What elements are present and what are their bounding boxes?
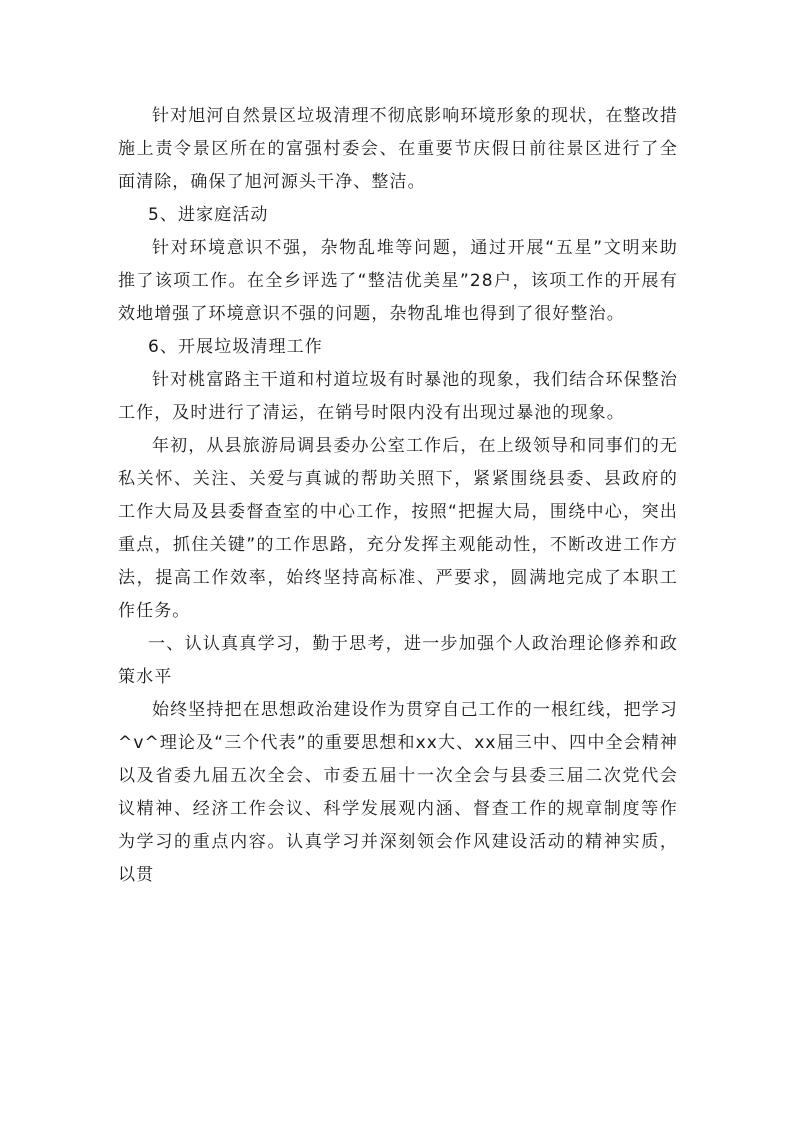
section-heading-garbage-cleanup: 6、开展垃圾清理工作 [148,337,323,357]
section-heading-study: 一、认认真真学习，勤于思考，进一步加强个人政治理论修养和政策水平 [118,634,678,687]
paragraph-five-star-campaign: 针对环境意识不强，杂物乱堆等问题，通过开展“五星”文明来助推了该项工作。在全乡评选了“整洁优美星”28户，该项工作的开展有效地增强了环境意识不强的问题，杂物乱堆也得到了很好整治。 [118,238,678,324]
paragraph-road-garbage: 针对桃富路主干道和村道垃圾有时暴池的现象，我们结合环保整治工作，及时进行了清运，在销号时限内没有出现过暴池的现象。 [118,370,678,423]
paragraph-political-study: 始终坚持把在思想政治建设作为贯穿自己工作的一根红线，把学习^v^理论及“三个代表”的重要思想和xx大、xx届三中、四中全会精神以及省委九届五次全会、市委五届十一次全会与县委三届二次党代会议精神、经济工作会议、科学发展观内涵、督查工作的规章制度等作为学习的重点内容。认真学习并深刻领会作风建设活动的精神实质，以贯 [118,700,678,885]
paragraph-scenic-area-cleanup: 针对旭河自然景区垃圾清理不彻底影响环境形象的现状，在整改措施上责令景区所在的富强村委会、在重要节庆假日前往景区进行了全面清除，确保了旭河源头干净、整洁。 [118,106,678,192]
paragraph-year-summary: 年初，从县旅游局调县委办公室工作后，在上级领导和同事们的无私关怀、关注、关爱与真诚的帮助关照下，紧紧围绕县委、县政府的工作大局及县委督查室的中心工作，按照“把握大局，围绕中心，突出重点，抓住关键”的工作思路，充分发挥主观能动性，不断改进工作方法，提高工作效率，始终坚持高标准、严要求，圆满地完成了本职工作任务。 [118,436,678,621]
document-body [118,100,678,892]
section-heading-household-activity: 5、进家庭活动 [148,205,269,225]
